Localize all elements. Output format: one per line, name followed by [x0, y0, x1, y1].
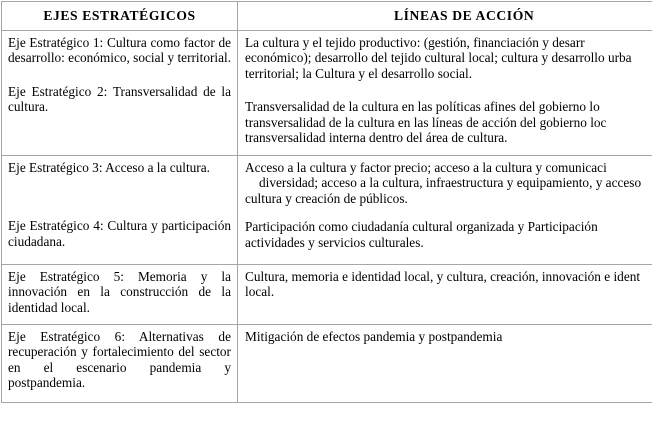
- eje-5-text: Eje Estratégico 5: Memoria y la innovación en la construcción de la identidad local.: [8, 269, 231, 315]
- lineas-paragraph: [238, 325, 652, 344]
- lineas-cell: [238, 265, 652, 325]
- eje-2-text: Eje Estratégico 2: Transversalidad de la cultura.: [8, 83, 231, 115]
- eje-4-text: Eje Estratégico 4: Cultura y participación ciudadana.: [8, 218, 231, 249]
- lineas-paragraph: [238, 265, 652, 300]
- ejes-cell: [2, 156, 238, 265]
- lineas-line: económico); desarrollo del tejido cultural local; cultura y desarrollo urba: [245, 50, 632, 66]
- ejes-cell: [2, 31, 238, 156]
- lineas-line: territorial; la Cultura y el desarrollo social.: [245, 65, 473, 81]
- header-ejes-estrategicos: EJES ESTRATÉGICOS: [2, 2, 238, 31]
- lineas-line: Acceso a la cultura y factor precio; acceso a la cultura y comunicaci: [245, 160, 607, 175]
- eje-3-text: Eje Estratégico 3: Acceso a la cultura.: [8, 160, 210, 175]
- lineas-cell: [238, 156, 652, 265]
- header-lineas-de-accion: [238, 2, 652, 31]
- eje-1-text: Eje Estratégico 1: Cultura como factor de desarrollo: económico, social y territorial.: [8, 35, 232, 66]
- table-row: [2, 325, 652, 403]
- lineas-line: diversidad; acceso a la cultura, infraestructura y equipamiento, y acceso: [259, 175, 642, 191]
- ejes-cell: [2, 325, 238, 403]
- lineas-line: transversalidad de la cultura en las líneas de acción del gobierno loc: [245, 114, 607, 130]
- lineas-cell: [238, 325, 652, 403]
- header-lineas-label: LÍNEAS DE ACCIÓN: [394, 8, 535, 23]
- lineas-cell: [238, 31, 652, 156]
- lineas-line: cultura y creación de públicos.: [245, 190, 408, 206]
- lineas-paragraph: [238, 156, 652, 206]
- lineas-line: Participación como ciudadanía cultural organizada y Participación: [245, 219, 598, 235]
- table-row: [2, 31, 652, 156]
- lineas-line: Cultura, memoria e identidad local, y cultura, creación, innovación e ident: [245, 269, 641, 284]
- lineas-line: transversalidad interna dentro del área de cultura.: [245, 130, 508, 146]
- eje-6-text: Eje Estratégico 6: Alternativas de recuperación y fortalecimiento del sector en el escenario pandemia y postpandemia.: [8, 329, 231, 391]
- lineas-paragraph: [238, 31, 652, 81]
- lineas-paragraph: [238, 215, 652, 250]
- lineas-paragraph: [238, 95, 652, 145]
- table-row: [2, 265, 652, 325]
- strategy-table: [1, 1, 652, 403]
- lineas-line: La cultura y el tejido productivo: (gestión, financiación y desarr: [245, 35, 585, 50]
- lineas-line: Transversalidad de la cultura en las políticas afines del gobierno lo: [245, 99, 600, 115]
- lineas-line: Mitigación de efectos pandemia y postpandemia: [245, 329, 503, 344]
- lineas-line: actividades y servicios culturales.: [245, 234, 424, 250]
- ejes-cell: [2, 265, 238, 325]
- lineas-line: local.: [245, 284, 275, 300]
- table-header-row: [2, 2, 652, 31]
- table-row: [2, 156, 652, 265]
